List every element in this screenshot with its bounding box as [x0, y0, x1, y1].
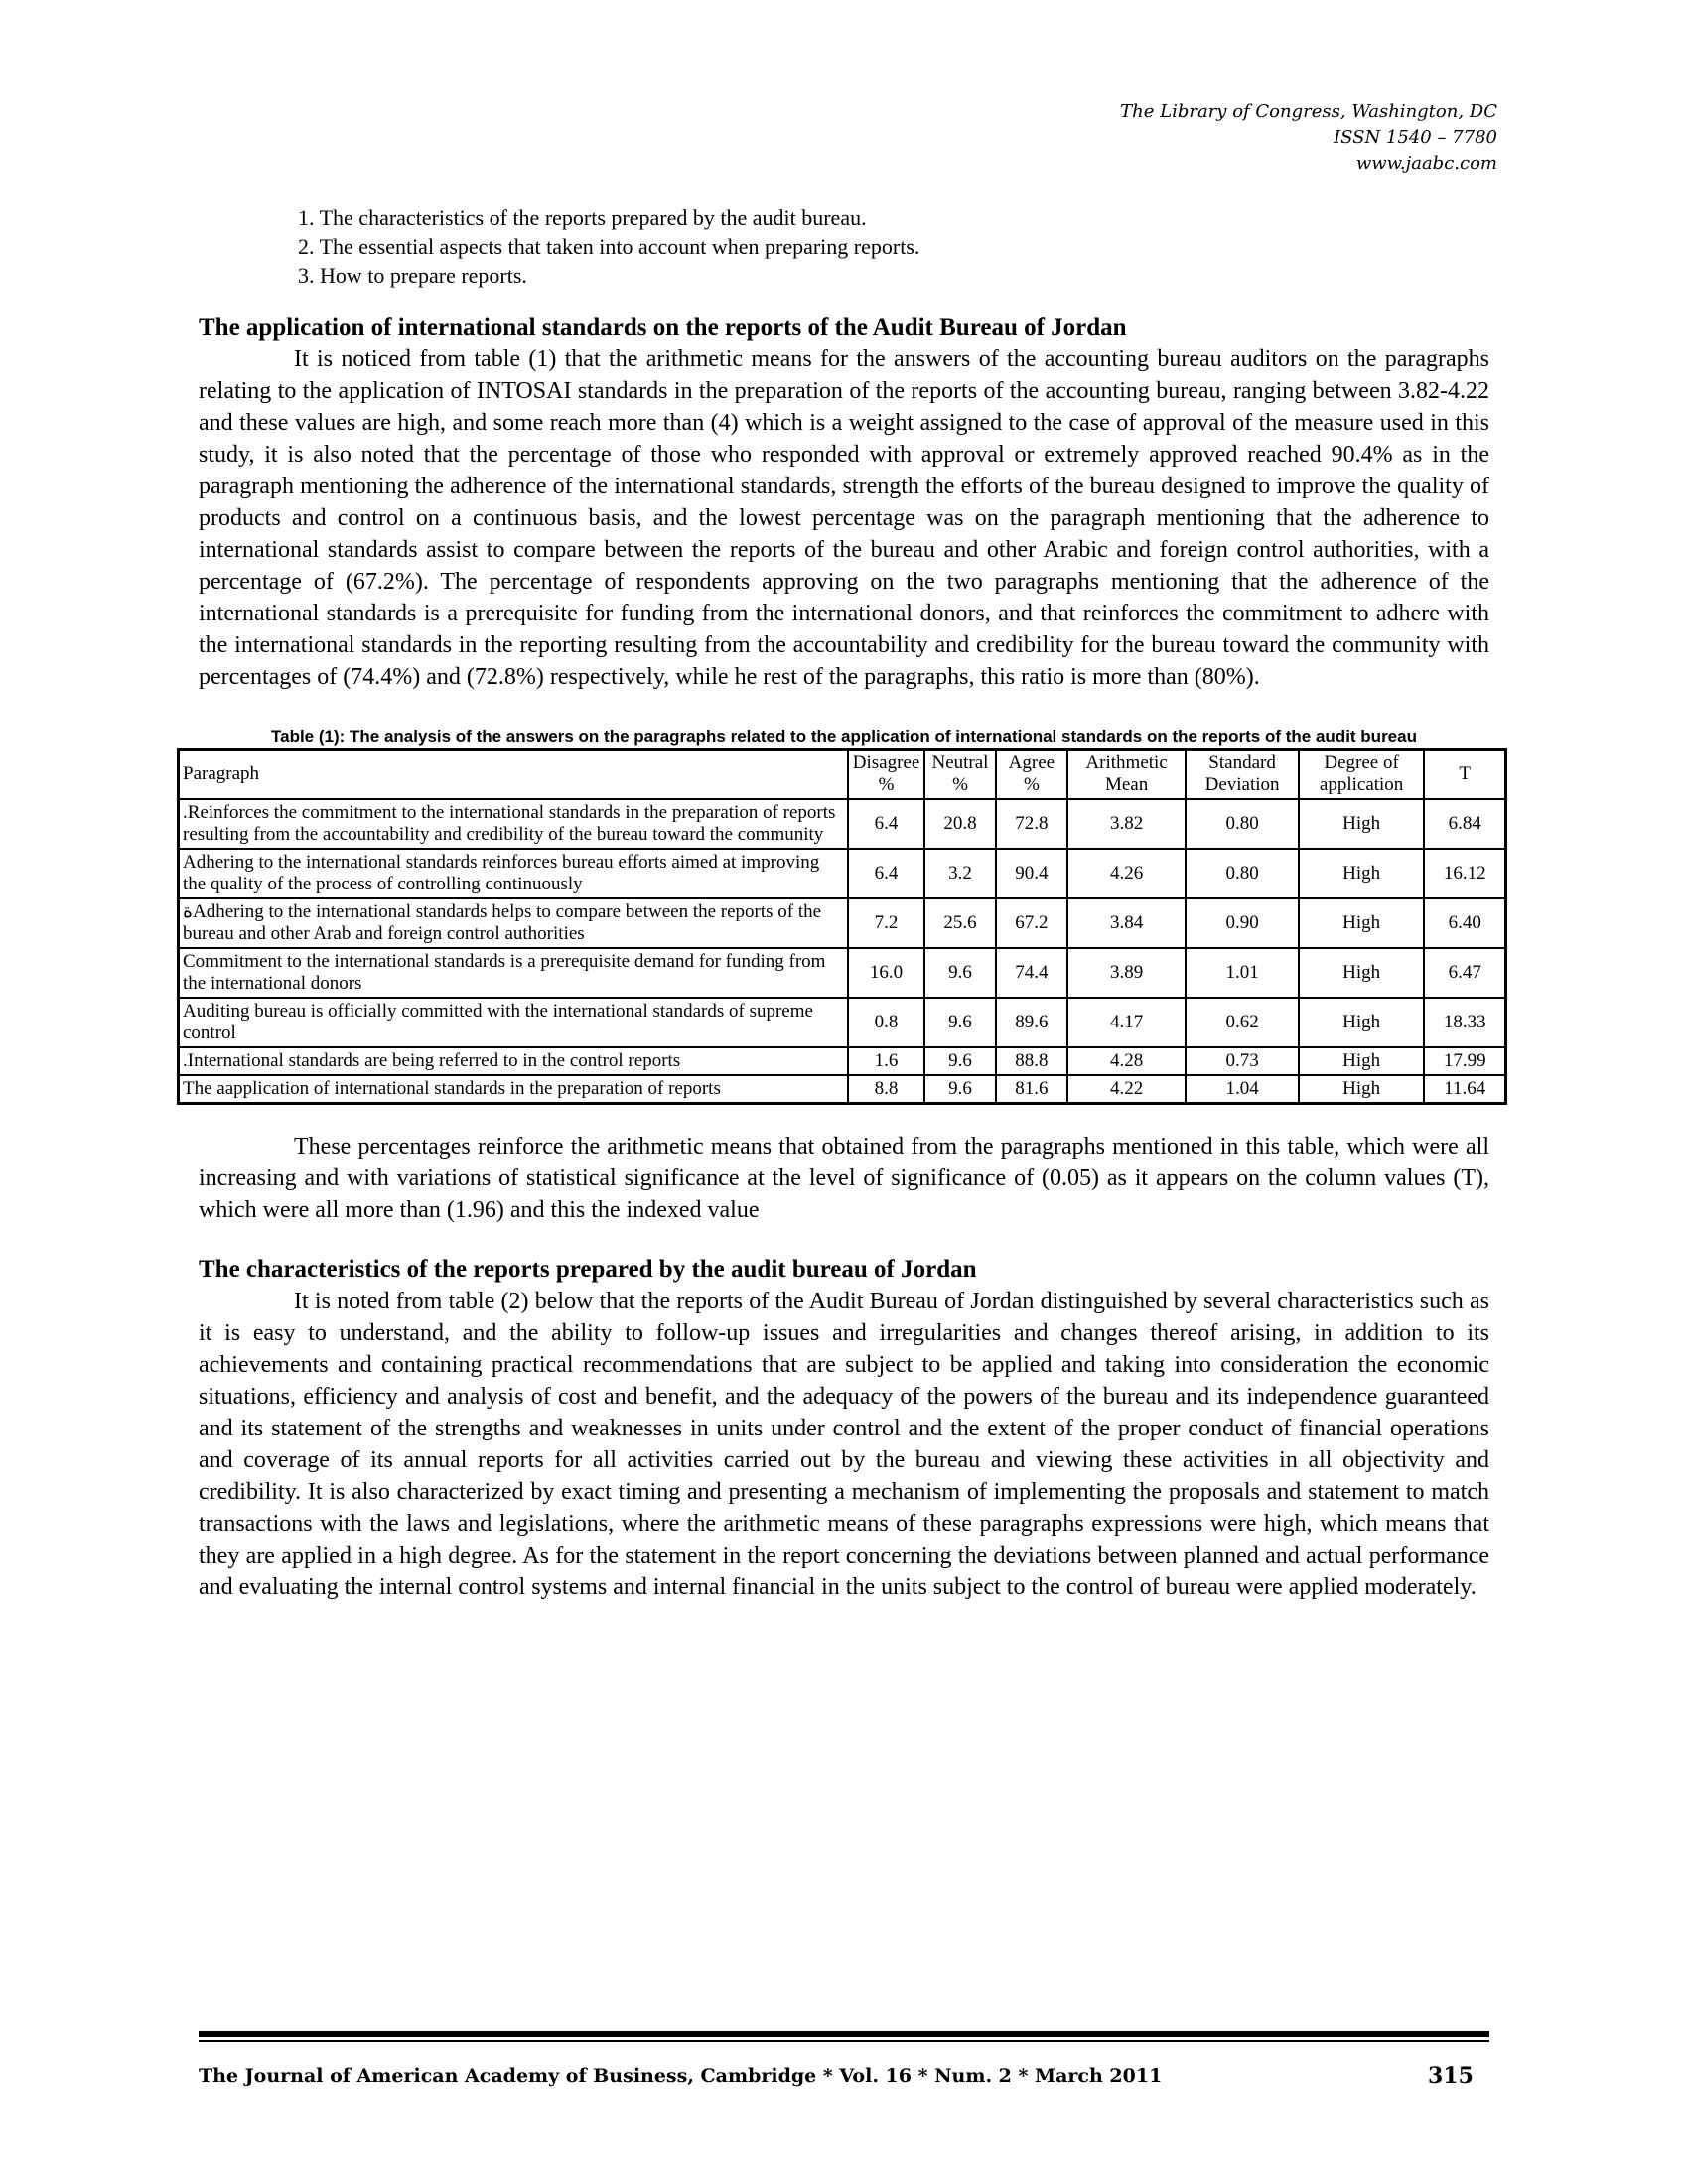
section-paragraph-application: It is noticed from table (1) that the arithmetic means for the answers of the accounting bureau auditors on the paragraphs relating to the application of INTOSAI standards in the preparation of the reports of the accounting bureau, ranging between 3.82-4.22 and these values are high, and some reach more than (4) which is a weight assigned to the case of approval of the measure used in this study, it is also noted that the percentage of those who responded with approval or extremely approved reached 90.4% as in the paragraph mentioning the adherence of the international standards, strength the efforts of the bureau designed to improve the quality of products and control on a continuous basis, and the lowest percentage was on the paragraph mentioning that the adherence to international standards assist to compare between the reports of the bureau and other Arabic and foreign control authorities, with a percentage of (67.2%). The percentage of respondents approving on the two paragraphs mentioning that the adherence of the international standards is a prerequisite for funding from the international donors, and that reinforces the commitment to adhere with the international standards in the reporting resulting from the accountability and credibility for the bureau toward the community with percentages of (74.4%) and (72.8%) respectively, while he rest of the paragraphs, this ratio is more than (80%). — [199, 346, 1489, 690]
header-website: www.jaabc.com — [1355, 153, 1497, 174]
cell-degree: High — [1299, 998, 1425, 1047]
cell-t: 16.12 — [1424, 849, 1505, 898]
col-header-degree: Degree of application — [1299, 750, 1425, 800]
cell-mean: 4.28 — [1067, 1047, 1187, 1075]
page-header — [1120, 99, 1497, 177]
table-row — [179, 1075, 1506, 1104]
cell-sd: 0.90 — [1186, 898, 1298, 948]
cell-mean: 3.82 — [1067, 799, 1187, 849]
list-item: 1. The characteristics of the reports prepared by the audit bureau. — [298, 205, 867, 230]
cell-paragraph: .International standards are being referred to in the control reports — [179, 1047, 849, 1075]
table-row — [179, 998, 1506, 1047]
cell-agree: 89.6 — [996, 998, 1067, 1047]
cell-degree: High — [1299, 898, 1425, 948]
cell-disagree: 6.4 — [848, 849, 924, 898]
cell-neutral: 25.6 — [924, 898, 996, 948]
cell-mean: 4.22 — [1067, 1075, 1187, 1104]
table-header-row — [179, 750, 1506, 800]
col-header-disagree: Disagree % — [848, 750, 924, 800]
cell-mean: 3.84 — [1067, 898, 1187, 948]
section-paragraph-characteristics: It is noted from table (2) below that the reports of the Audit Bureau of Jordan distinguished by several characteristics such as it is easy to understand, and the ability to follow-up issues and irregularities and changes thereof arising, in addition to its achievements and containing practical recommendations that are subject to be applied and taking into consideration the economic situations, efficiency and analysis of cost and benefit, and the adequacy of the powers of the bureau and its independence guaranteed and its statement of the strengths and weaknesses in units under control and the extent of the proper conduct of financial operations and coverage of its annual reports for all activities carried out by the bureau and viewing these activities in all objectivity and credibility. It is also characterized by exact timing and presenting a mechanism of implementing the proposals and statement to match transactions with the laws and legislations, where the arithmetic means of these paragraphs expressions were high, which means that they are applied in a high degree. As for the statement in the report concerning the deviations between planned and actual performance and evaluating the internal control systems and internal financial in the units subject to the control of bureau were applied moderately. — [199, 1289, 1489, 1600]
cell-sd: 0.73 — [1186, 1047, 1298, 1075]
cell-degree: High — [1299, 799, 1425, 849]
cell-t: 6.84 — [1424, 799, 1505, 849]
cell-t: 17.99 — [1424, 1047, 1505, 1075]
cell-agree: 72.8 — [996, 799, 1067, 849]
header-issn: ISSN 1540 – 7780 — [1334, 127, 1497, 148]
cell-paragraph: Adhering to the international standards reinforces bureau efforts aimed at improving the quality of the process of controlling continuously — [179, 849, 849, 898]
table-row — [179, 849, 1506, 898]
header-library: The Library of Congress, Washington, DC — [1120, 101, 1497, 122]
cell-paragraph: Auditing bureau is officially committed with the international standards of supreme control — [179, 998, 849, 1047]
list-item: 3. How to prepare reports. — [298, 263, 527, 288]
cell-agree: 67.2 — [996, 898, 1067, 948]
cell-agree: 81.6 — [996, 1075, 1067, 1104]
cell-sd: 0.80 — [1186, 799, 1298, 849]
cell-sd: 1.01 — [1186, 948, 1298, 998]
after-table-paragraph: These percentages reinforce the arithmetic means that obtained from the paragraphs mentioned in this table, which were all increasing and with variations of statistical significance at the level of significance of (0.05) as it appears on the column values (T), which were all more than (1.96) and this the indexed value — [199, 1134, 1489, 1223]
cell-disagree: 16.0 — [848, 948, 924, 998]
cell-degree: High — [1299, 1075, 1425, 1104]
cell-mean: 4.26 — [1067, 849, 1187, 898]
cell-neutral: 9.6 — [924, 998, 996, 1047]
cell-t: 6.40 — [1424, 898, 1505, 948]
cell-neutral: 9.6 — [924, 1075, 996, 1104]
cell-agree: 90.4 — [996, 849, 1067, 898]
cell-sd: 0.80 — [1186, 849, 1298, 898]
footer-rule-thick — [199, 2031, 1489, 2037]
cell-paragraph: Commitment to the international standards is a prerequisite demand for funding from the international donors — [179, 948, 849, 998]
article-body — [183, 204, 1489, 1603]
intro-list — [298, 204, 1489, 290]
cell-disagree: 8.8 — [848, 1075, 924, 1104]
cell-neutral: 3.2 — [924, 849, 996, 898]
cell-disagree: 0.8 — [848, 998, 924, 1047]
footer-rule-thin — [199, 2040, 1489, 2042]
cell-disagree: 7.2 — [848, 898, 924, 948]
cell-sd: 0.62 — [1186, 998, 1298, 1047]
cell-disagree: 6.4 — [848, 799, 924, 849]
cell-degree: High — [1299, 1047, 1425, 1075]
cell-paragraph: ﺓAdhering to the international standards helps to compare between the reports of the bureau and other Arab and foreign control authorities — [179, 898, 849, 948]
cell-disagree: 1.6 — [848, 1047, 924, 1075]
table-caption: Table (1): The analysis of the answers on the paragraphs related to the application of international standards on the reports of the audit bureau — [271, 727, 1417, 746]
section-heading-application: The application of international standards on the reports of the Audit Bureau of Jordan — [199, 314, 1127, 341]
cell-degree: High — [1299, 849, 1425, 898]
cell-sd: 1.04 — [1186, 1075, 1298, 1104]
cell-degree: High — [1299, 948, 1425, 998]
col-header-sd: Standard Deviation — [1186, 750, 1298, 800]
cell-paragraph: The aapplication of international standards in the preparation of reports — [179, 1075, 849, 1104]
table-row — [179, 799, 1506, 849]
footer-journal: The Journal of American Academy of Business, Cambridge * Vol. 16 * Num. 2 * March 2011 — [199, 2065, 1163, 2087]
page-number: 315 — [1428, 2063, 1474, 2089]
cell-neutral: 9.6 — [924, 948, 996, 998]
cell-mean: 4.17 — [1067, 998, 1187, 1047]
cell-paragraph: .Reinforces the commitment to the international standards in the preparation of reports resulting from the accountability and credibility of the bureau toward the community — [179, 799, 849, 849]
col-header-agree: Agree % — [996, 750, 1067, 800]
cell-agree: 74.4 — [996, 948, 1067, 998]
list-item: 2. The essential aspects that taken into account when preparing reports. — [298, 234, 920, 259]
col-header-paragraph: Paragraph — [179, 750, 849, 800]
analysis-table — [177, 748, 1507, 1105]
cell-t: 11.64 — [1424, 1075, 1505, 1104]
cell-mean: 3.89 — [1067, 948, 1187, 998]
col-header-mean: Arithmetic Mean — [1067, 750, 1187, 800]
table-row — [179, 1047, 1506, 1075]
col-header-t: T — [1424, 750, 1505, 800]
col-header-neutral: Neutral % — [924, 750, 996, 800]
cell-t: 6.47 — [1424, 948, 1505, 998]
table-row — [179, 898, 1506, 948]
table-row — [179, 948, 1506, 998]
cell-agree: 88.8 — [996, 1047, 1067, 1075]
cell-neutral: 9.6 — [924, 1047, 996, 1075]
cell-t: 18.33 — [1424, 998, 1505, 1047]
cell-neutral: 20.8 — [924, 799, 996, 849]
section-heading-characteristics: The characteristics of the reports prepared by the audit bureau of Jordan — [199, 1256, 977, 1283]
